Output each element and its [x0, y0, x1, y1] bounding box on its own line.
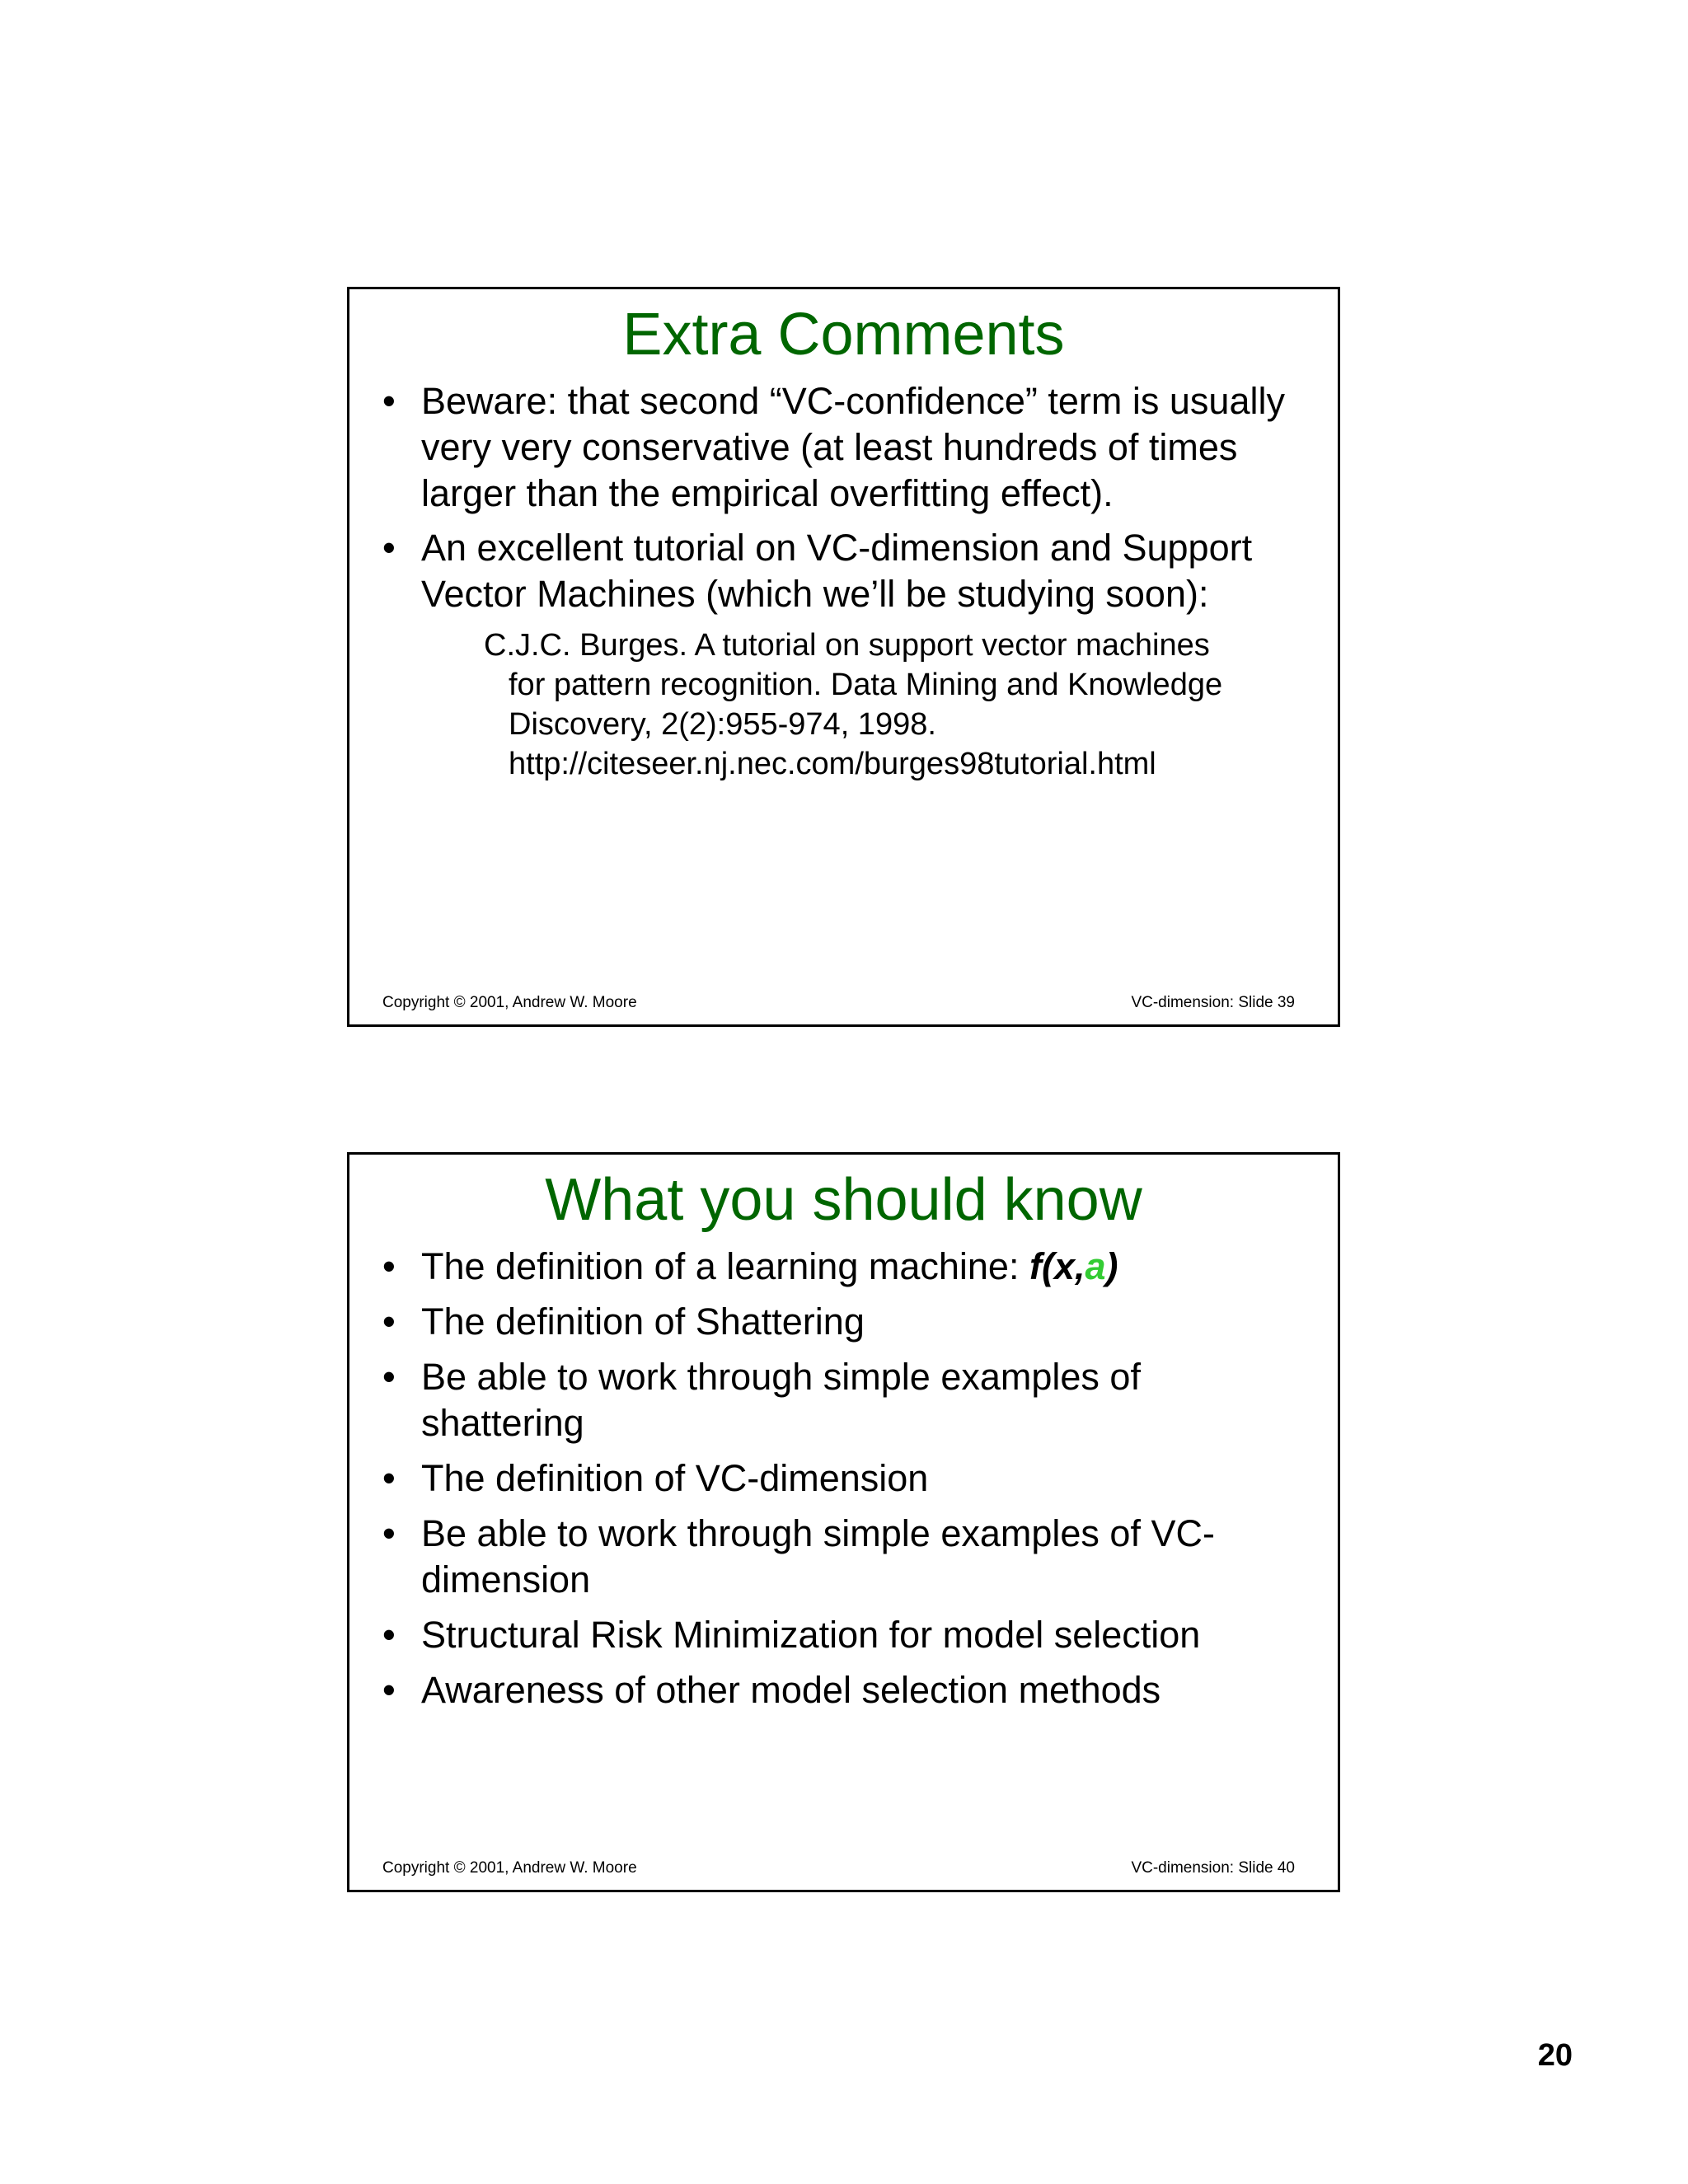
page-number: 20 — [1537, 2038, 1573, 2073]
bullet-text: Be able to work through simple examples of shattering — [421, 1356, 1141, 1444]
slide-copyright: Copyright © 2001, Andrew W. Moore — [382, 1859, 637, 1877]
slide-title: Extra Comments — [622, 302, 1065, 368]
bullet-dot: • — [382, 1301, 396, 1343]
reference-first-line: C.J.C. Burges. A tutorial on support vector machines — [484, 628, 1210, 663]
bullet-text: Beware: that second “VC-confidence” term is usually very very conservative (at least hundreds of times larger than the empirical overfitting effect). — [421, 380, 1285, 514]
bullet-list — [382, 1244, 1313, 1722]
bullet-item — [382, 1511, 1313, 1603]
bullet-text: The definition of VC-dimension — [421, 1457, 929, 1499]
bullet-dot: • — [382, 1669, 396, 1711]
reference-continuation: for pattern recognition. Data Mining and Knowledge Discovery, 2(2):955-974, 1998. — [509, 668, 1223, 742]
bullet-dot: • — [382, 1614, 396, 1656]
reference-citation — [484, 626, 1275, 784]
bullet-dot: • — [382, 1512, 396, 1554]
slide-copyright: Copyright © 2001, Andrew W. Moore — [382, 994, 637, 1011]
bullet-dot: • — [382, 1245, 396, 1287]
bullet-dot: • — [382, 380, 396, 422]
bullet-dot: • — [382, 1457, 396, 1499]
bullet-text: Be able to work through simple examples of VC-dimension — [421, 1512, 1215, 1601]
learning-machine-formula — [1029, 1245, 1118, 1287]
slide-what-you-should-know — [347, 1152, 1340, 1892]
bullet-item — [382, 1612, 1313, 1658]
bullet-text: Awareness of other model selection methods — [421, 1669, 1161, 1711]
slide-number-label: VC-dimension: Slide 40 — [1131, 1859, 1295, 1877]
bullet-text: An excellent tutorial on VC-dimension and Support Vector Machines (which we’ll be studying soon): — [421, 527, 1253, 615]
bullet-item — [382, 1354, 1313, 1446]
formula-open: f( — [1029, 1245, 1054, 1287]
slide-number-label: VC-dimension: Slide 39 — [1131, 994, 1295, 1011]
slide-extra-comments — [347, 287, 1340, 1027]
bullet-item — [382, 1455, 1313, 1502]
reference-url: http://citeseer.nj.nec.com/burges98tutorial.html — [509, 747, 1156, 781]
bullet-item — [382, 378, 1313, 517]
bullet-text: The definition of a learning machine: — [421, 1245, 1029, 1287]
formula-x: x — [1053, 1245, 1075, 1287]
formula-close: ) — [1105, 1245, 1118, 1287]
formula-alpha: a — [1085, 1245, 1106, 1287]
bullet-text: Structural Risk Minimization for model selection — [421, 1614, 1201, 1656]
bullet-item — [382, 1667, 1313, 1713]
bullet-item — [382, 1244, 1313, 1290]
bullet-list — [382, 378, 1313, 626]
formula-comma: , — [1074, 1245, 1085, 1287]
bullet-dot: • — [382, 1356, 396, 1398]
bullet-item — [382, 1299, 1313, 1345]
slide-title: What you should know — [545, 1167, 1142, 1233]
bullet-text: The definition of Shattering — [421, 1301, 865, 1343]
bullet-item — [382, 525, 1313, 617]
bullet-dot: • — [382, 527, 396, 569]
